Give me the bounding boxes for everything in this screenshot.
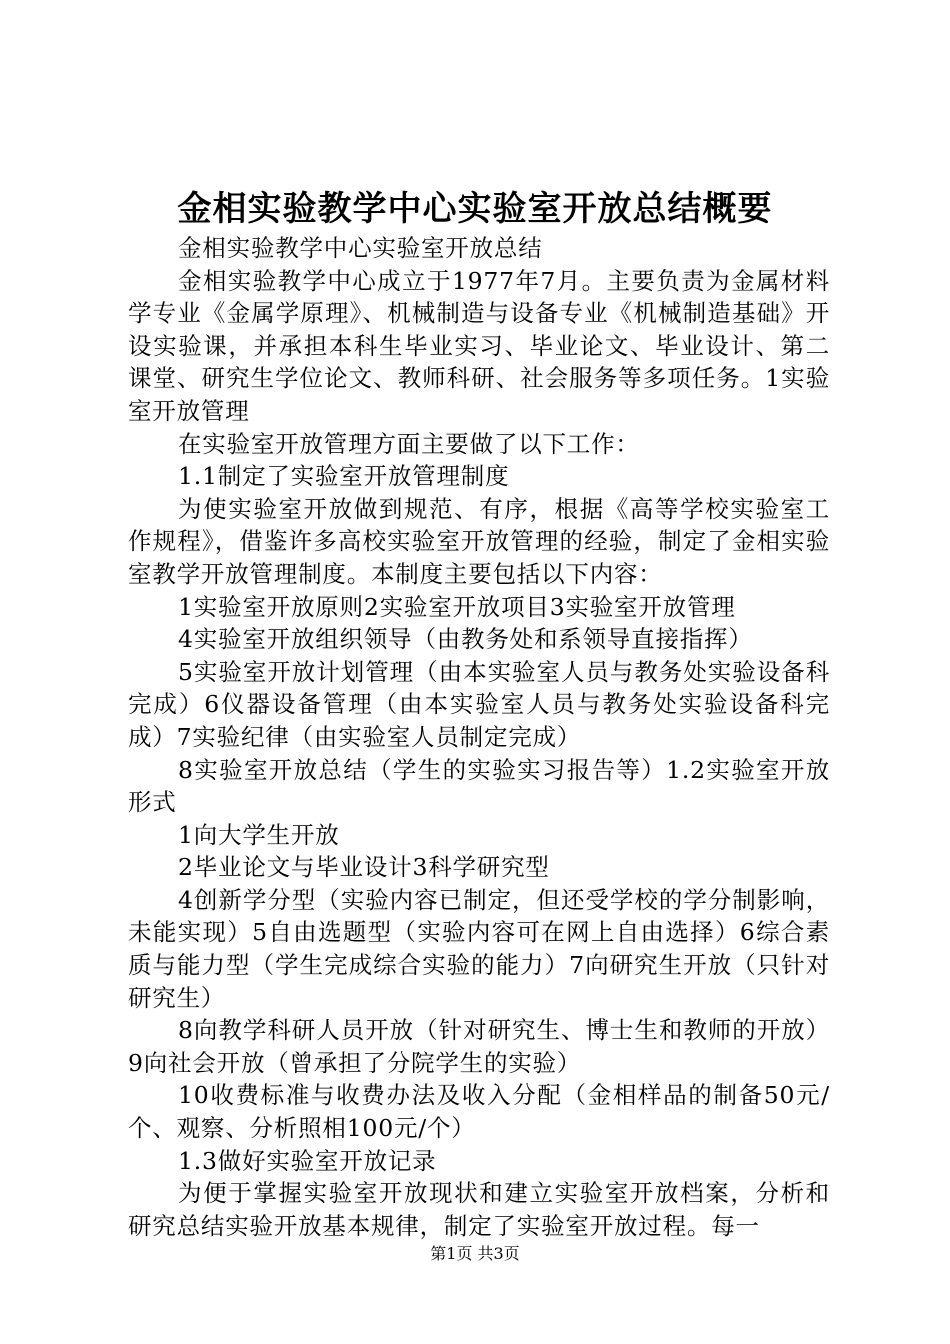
paragraph-items-5-7: 5实验室开放计划管理（由本实验室人员与教务处实验设备科完成）6仪器设备管理（由本实验室人员与教务处实验设备科完成）7实验纪律（由实验室人员制定完成） — [128, 657, 830, 751]
document-title: 金相实验教学中心实验室开放总结概要 — [177, 189, 773, 229]
paragraph-fees: 10收费标准与收费办法及收入分配（金相样品的制备50元/个、观察、分析照相100元/个） — [128, 1081, 830, 1143]
paragraph-items-1-3: 1实验室开放原则2实验室开放项目3实验室开放管理 — [178, 592, 736, 621]
paragraph-item-4: 4实验室开放组织领导（由教务处和系领导直接指挥） — [178, 625, 753, 654]
paragraph-item-8-section-1-2: 8实验室开放总结（学生的实验实习报告等）1.2实验室开放形式 — [128, 755, 830, 817]
paragraph-intro: 金相实验教学中心成立于1977年7月。主要负责为金属材料学专业《金属学原理》、机械制造与设备专业《机械制造基础》开设实验课，并承担本科生毕业实习、毕业论文、毕业设计、第二课堂、研究生学位论文、教师科研、社会服务等多项任务。1实验室开放管理 — [128, 266, 830, 425]
paragraph-types-4-7: 4创新学分型（实验内容已制定，但还受学校的学分制影响，未能实现）5自由选题型（实验内容可在网上自由选择）6综合素质与能力型（学生完成综合实验的能力）7向研究生开放（只针对研究生） — [128, 885, 830, 1012]
document-body — [128, 232, 830, 1242]
paragraph-types-8-9: 8向教学科研人员开放（针对研究生、博士生和教师的开放）9向社会开放（曾承担了分院学生的实验） — [128, 1016, 830, 1077]
paragraph-section-1-1: 1.1制定了实验室开放管理制度 — [178, 462, 510, 491]
paragraph-records: 为便于掌握实验室开放现状和建立实验室开放档案，分析和研究总结实验开放基本规律，制定了实验室开放过程。每一 — [128, 1179, 830, 1240]
paragraph-open-undergrad: 1向大学生开放 — [178, 820, 340, 849]
paragraph-thesis-research: 2毕业论文与毕业设计3科学研究型 — [178, 853, 550, 882]
paragraph-subtitle: 金相实验教学中心实验室开放总结 — [178, 234, 543, 262]
paragraph-section-1-3: 1.3做好实验室开放记录 — [178, 1146, 437, 1175]
paragraph-regulation: 为使实验室开放做到规范、有序，根据《高等学校实验室工作规程》，借鉴许多高校实验室开放管理的经验，制定了金相实验室教学开放管理制度。本制度主要包括以下内容： — [128, 494, 830, 588]
page-footer: 第1页 共3页 — [430, 1244, 520, 1263]
paragraph-management-work: 在实验室开放管理方面主要做了以下工作： — [178, 429, 640, 458]
